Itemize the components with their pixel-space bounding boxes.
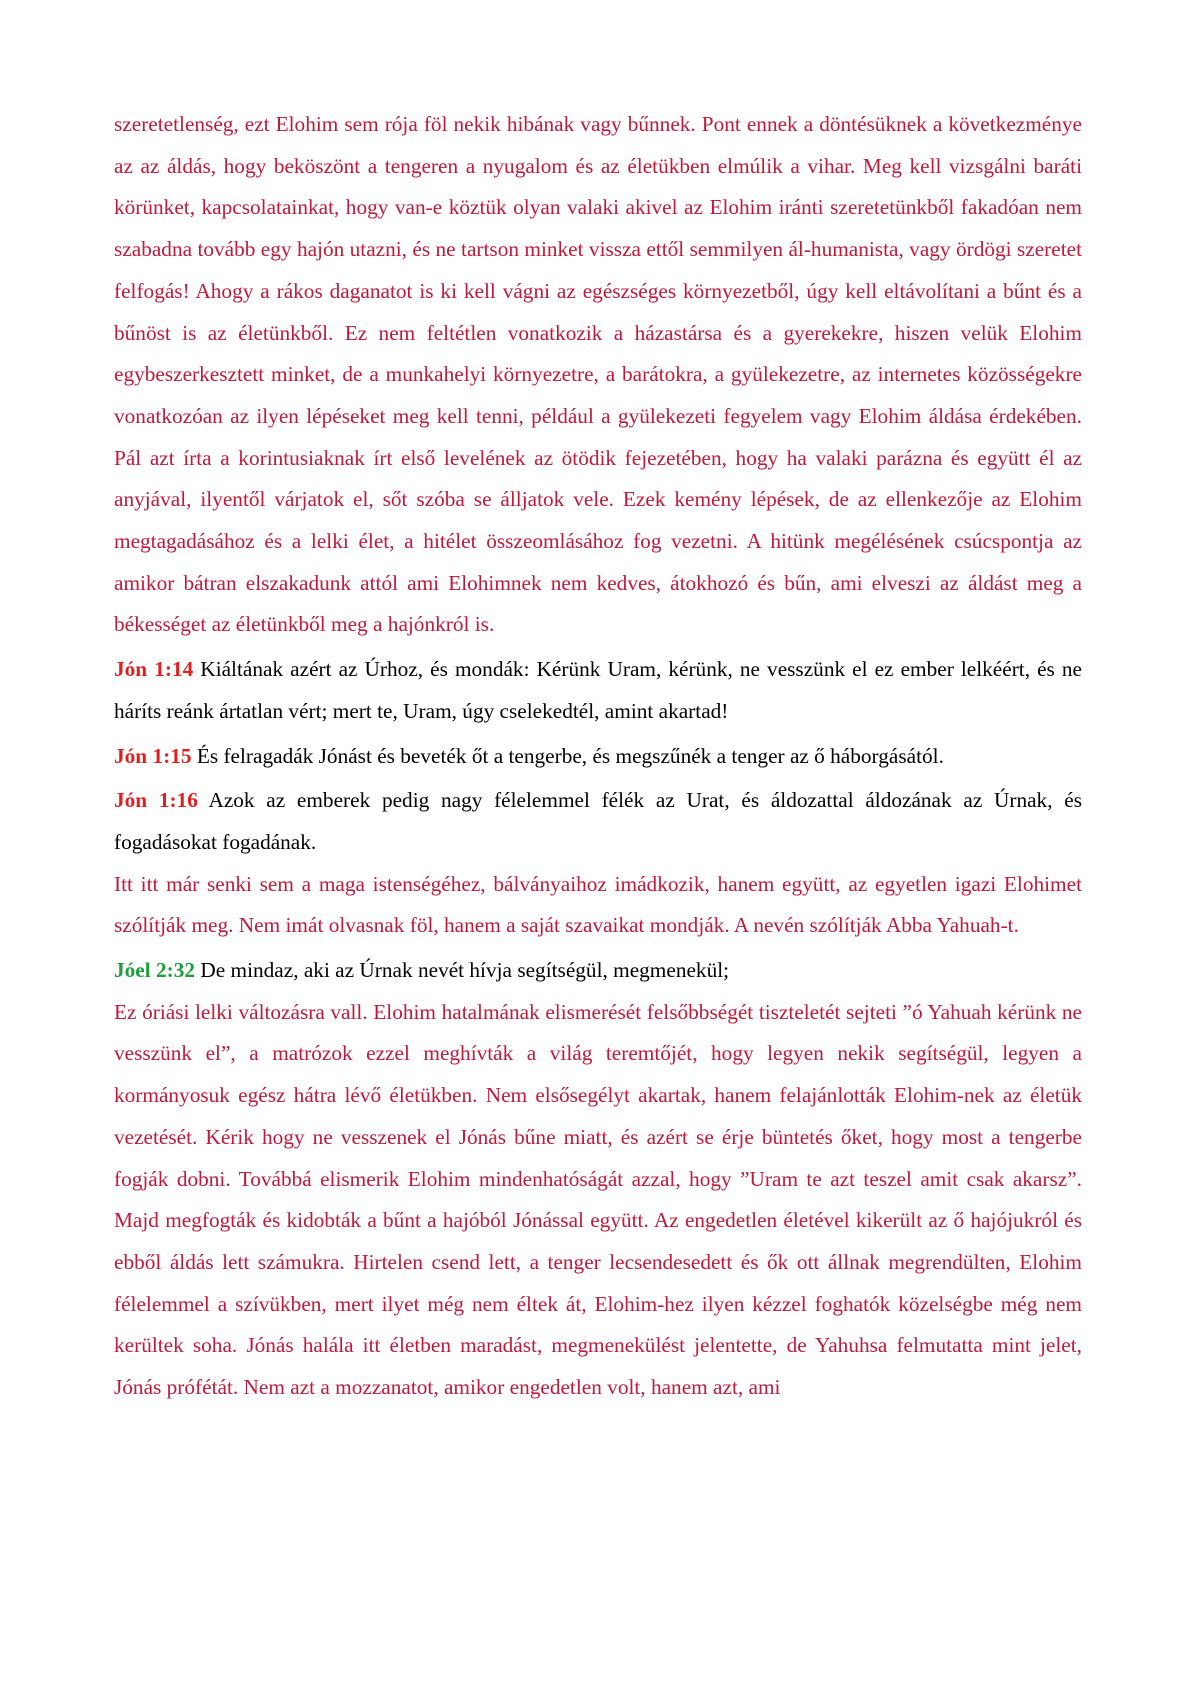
verse-paragraph (114, 736, 1082, 778)
verse-text: És felragadák Jónást és beveték őt a tengerbe, és megszűnék a tenger az ő háborgásától. (191, 743, 944, 768)
verse-paragraph (114, 780, 1082, 863)
commentary-paragraph: szeretetlenség, ezt Elohim sem rója föl nekik hibának vagy bűnnek. Pont ennek a döntésüknek a következménye az az áldás, hogy beköszönt a tengeren a nyugalom és az életükben elmúlik a vihar. Meg kell vizsgálni baráti körünket, kapcsolatainkat, hogy van-e köztük olyan valaki akivel az Elohim iránti szeretetünkből fakadóan nem szabadna tovább egy hajón utazni, és ne tartson minket vissza ettől semmilyen ál-humanista, vagy ördögi szeretet felfogás! Ahogy a rákos daganatot is ki kell vágni az egészséges környezetből, úgy kell eltávolítani a bűnt és a bűnöst is az életünkből. Ez nem feltétlen vonatkozik a házastársa és a gyerekekre, hiszen velük Elohim egybeszerkesztett minket, de a munkahelyi környezetre, a barátokra, a gyülekezetre, az internetes közösségekre vonatkozóan az ilyen lépéseket meg kell tenni, például a gyülekezeti fegyelem vagy Elohim áldása érdekében. Pál azt írta a korintusiaknak írt első levelének az ötödik fejezetében, hogy ha valaki parázna és együtt él az anyjával, ilyentől várjatok el, sőt szóba se álljatok vele. Ezek kemény lépések, de az ellenkezője az Elohim megtagadásához és a lelki élet, a hitélet összeomlásához fog vezetni. A hitünk megélésének csúcspontja az amikor bátran elszakadunk attól ami Elohimnek nem kedves, átokhozó és bűn, ami elveszi az áldást meg a békességet az életünkből meg a hajónkról is. (114, 112, 1082, 637)
verse-reference: Jón 1:16 (114, 788, 198, 813)
verse-text: De mindaz, aki az Úrnak nevét hívja segítségül, megmenekül; (195, 958, 730, 983)
commentary-paragraph: Itt itt már senki sem a maga istenségéhez, bálványaihoz imádkozik, hanem együtt, az egyetlen igazi Elohimet szólítják meg. Nem imát olvasnak föl, hanem a saját szavaikat mondják. A nevén szólítják Abba Yahuah-t. (114, 871, 1082, 938)
document-page (114, 104, 1082, 1409)
verse-paragraph (114, 950, 1082, 992)
verse-text: Azok az emberek pedig nagy félelemmel félék az Urat, és áldozattal áldozának az Úrnak, és fogadásokat fogadának. (114, 788, 1082, 854)
verse-text: Kiáltának azért az Úrhoz, és mondák: Kérünk Uram, kérünk, ne vesszünk el ez ember lelkéért, és ne háríts reánk ártatlan vért; mert te, Uram, úgy cselekedtél, amint akartad! (114, 657, 1082, 723)
verse-reference: Jón 1:14 (114, 657, 194, 682)
verse-reference: Jón 1:15 (114, 743, 192, 768)
commentary-paragraph: Ez óriási lelki változásra vall. Elohim hatalmának elismerését felsőbbségét tiszteletét sejteti ”ó Yahuah kérünk ne vesszünk el”, a matrózok ezzel meghívták a világ teremtőjét, hogy legyen nekik segítségül, legyen a kormányosuk egész hátra lévő életükben. Nem elsősegélyt akartak, hanem felajánlották Elohim-nek az életük vezetését. Kérik hogy ne vesszenek el Jónás bűne miatt, és azért se érje büntetés őket, hogy most a tengerbe fogják dobni. Továbbá elismerik Elohim mindenhatóságát azzal, hogy ”Uram te azt teszel amit csak akarsz”. Majd megfogták és kidobták a bűnt a hajóból Jónással együtt. Az engedetlen életével kikerült az ő hajójukról és ebből áldás lett számukra. Hirtelen csend lett, a tenger lecsendesedett és ők ott állnak megrendülten, Elohim félelemmel a szívükben, mert ilyet még nem éltek át, Elohim-hez ilyen kézzel foghatók közelségbe még nem kerültek soha. Jónás halála itt életben maradást, megmenekülést jelentette, de Yahuhsa felmutatta mint jelet, Jónás prófétát. Nem azt a mozzanatot, amikor engedetlen volt, hanem azt, ami (114, 999, 1082, 1400)
verse-reference: Jóel 2:32 (114, 958, 196, 983)
verse-paragraph (114, 649, 1082, 732)
